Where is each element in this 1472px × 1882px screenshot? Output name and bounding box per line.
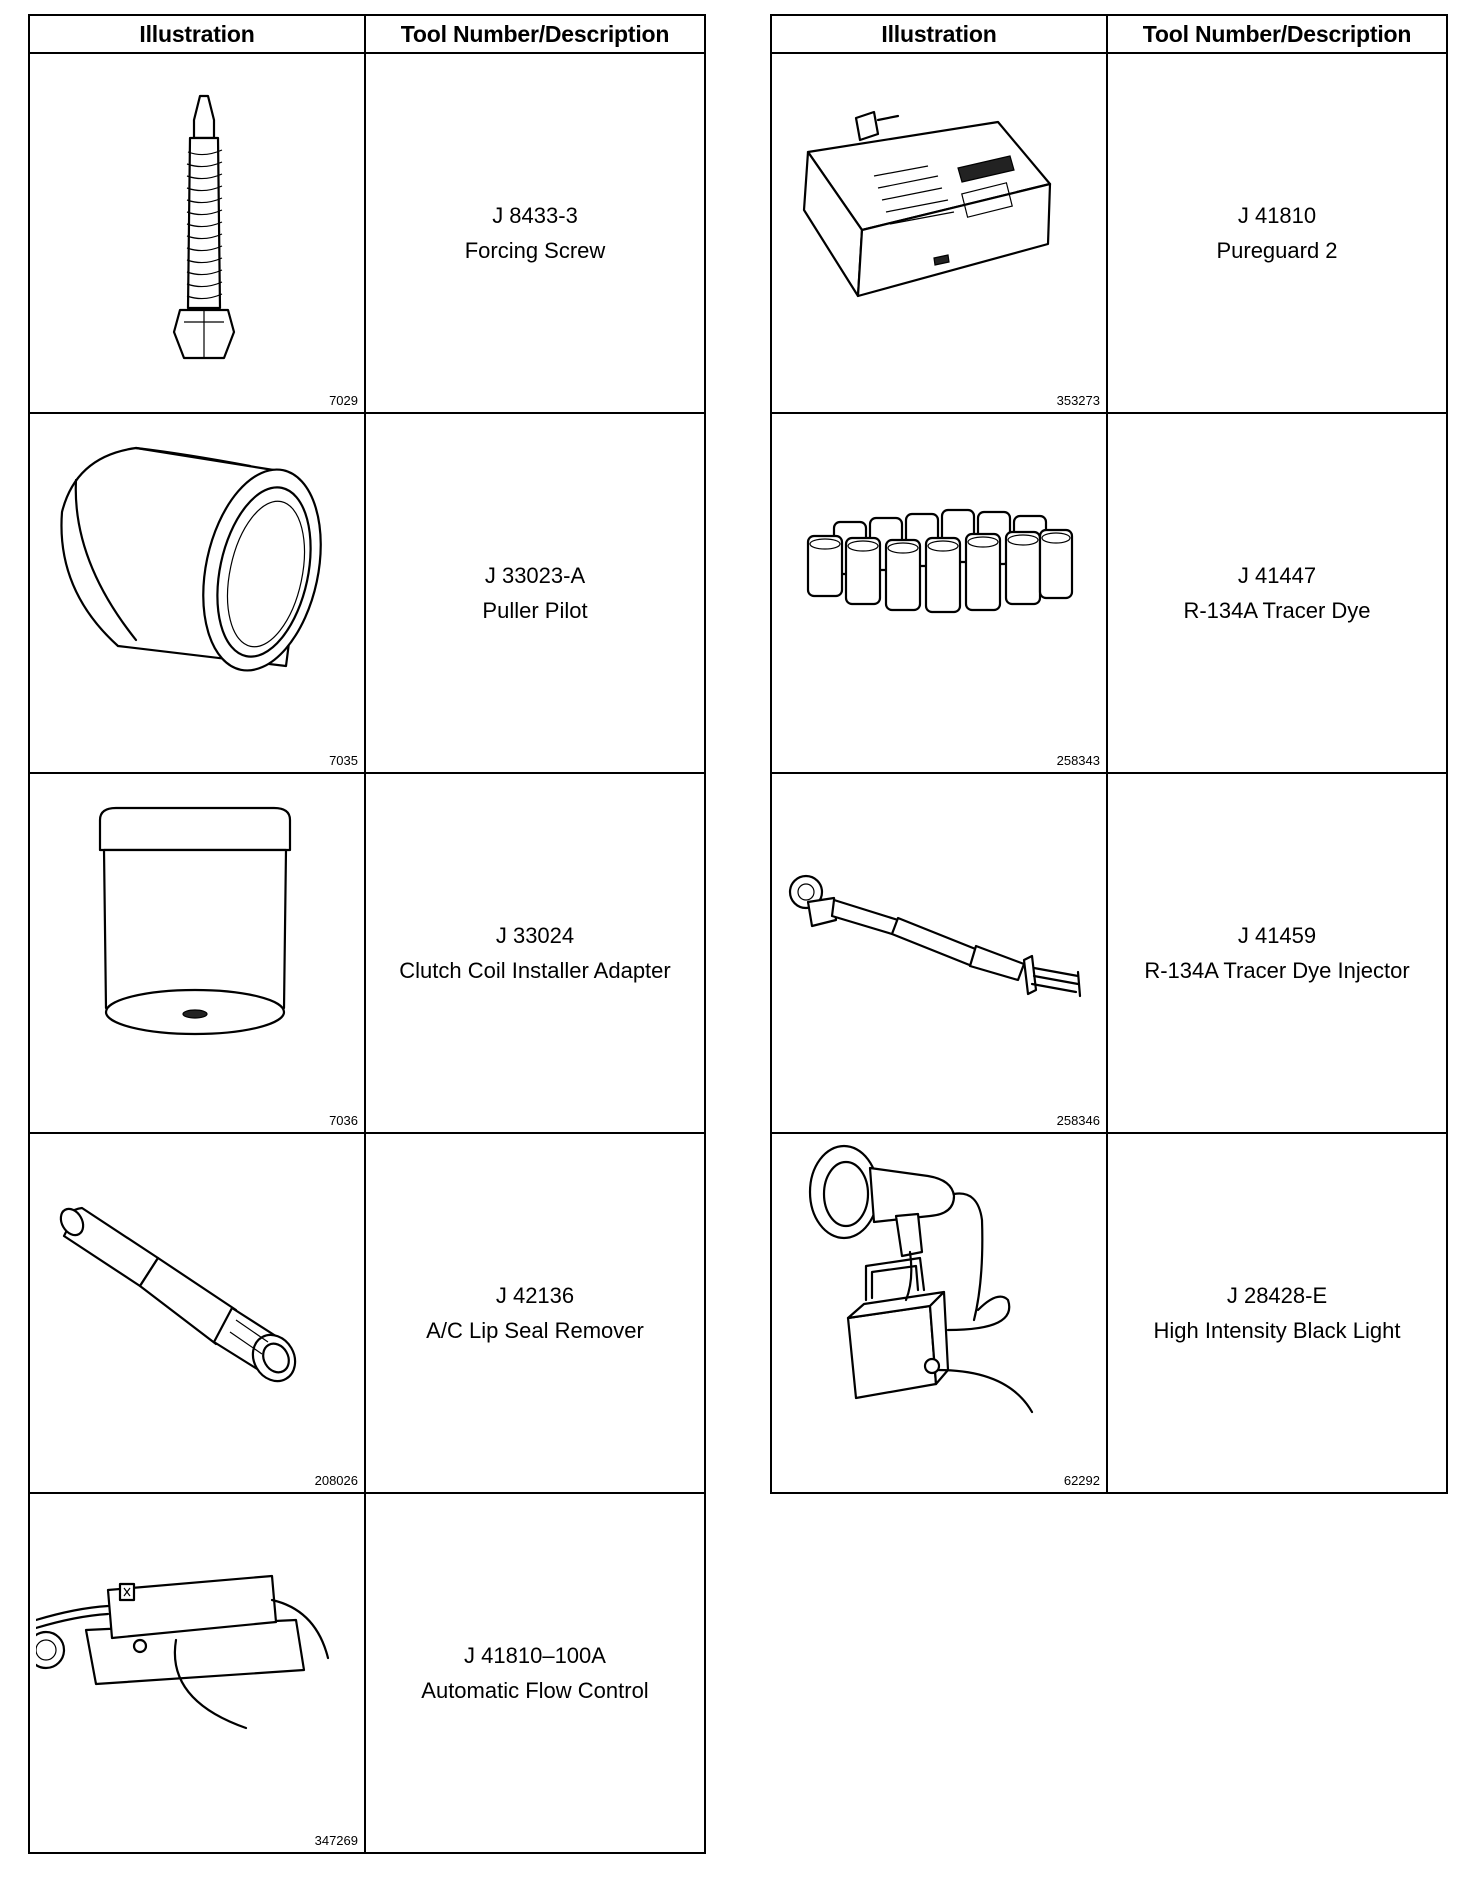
tool-description-cell <box>365 773 705 1133</box>
tool-name: R-134A Tracer Dye Injector <box>1144 958 1410 983</box>
tool-name: Clutch Coil Installer Adapter <box>399 958 671 983</box>
tool-name: Puller Pilot <box>482 598 588 623</box>
table-row <box>771 1133 1447 1493</box>
right-tool-table <box>770 14 1448 1494</box>
tool-name: Automatic Flow Control <box>421 1678 649 1703</box>
dye-bottles-icon <box>778 420 1100 720</box>
flow-control-icon <box>36 1500 358 1800</box>
header-row <box>771 15 1447 53</box>
tool-number: J 33024 <box>495 923 575 948</box>
illustration-cell <box>771 53 1107 413</box>
tool-number: J 41447 <box>1237 563 1317 588</box>
figure-number: 258346 <box>1056 1113 1100 1128</box>
tool-description-cell <box>1107 53 1447 413</box>
tool-number: J 41810 <box>1237 203 1317 228</box>
tool-number: J 42136 <box>495 1283 575 1308</box>
figure-number: 347269 <box>314 1833 358 1848</box>
tool-number: J 33023-A <box>484 563 586 588</box>
tool-name: Pureguard 2 <box>1216 238 1338 263</box>
table-row <box>29 1493 705 1853</box>
figure-number: 258343 <box>1056 753 1100 768</box>
table-row <box>29 1133 705 1493</box>
illustration-cell <box>29 53 365 413</box>
figure-number: 7036 <box>329 1113 358 1128</box>
tool-number: J 41810–100A <box>464 1643 606 1668</box>
tool-description-header: Tool Number/Description <box>1107 15 1447 53</box>
tool-name: A/C Lip Seal Remover <box>426 1318 644 1343</box>
forcing-screw-icon <box>36 60 358 360</box>
dye-injector-icon <box>778 780 1100 1080</box>
figure-number: 208026 <box>314 1473 358 1488</box>
tool-name: R-134A Tracer Dye <box>1183 598 1371 623</box>
figure-number: 7035 <box>329 753 358 768</box>
tool-description-cell <box>1107 1133 1447 1493</box>
illustration-cell <box>29 413 365 773</box>
tool-number: J 8433-3 <box>492 203 578 228</box>
left-tool-table <box>28 14 706 1854</box>
illustration-header: Illustration <box>29 15 365 53</box>
tool-description-cell <box>365 1133 705 1493</box>
figure-number: 353273 <box>1056 393 1100 408</box>
table-row <box>29 53 705 413</box>
table-row <box>29 413 705 773</box>
tool-name: Forcing Screw <box>464 238 606 263</box>
illustration-cell <box>771 413 1107 773</box>
tool-number: J 28428-E <box>1226 1283 1328 1308</box>
table-row <box>771 413 1447 773</box>
tool-description-cell <box>365 1493 705 1853</box>
table-row <box>771 773 1447 1133</box>
puller-pilot-icon <box>36 420 358 720</box>
pureguard-unit-icon <box>778 60 1100 360</box>
header-row <box>29 15 705 53</box>
illustration-header: Illustration <box>771 15 1107 53</box>
illustration-cell <box>29 773 365 1133</box>
seal-remover-icon <box>36 1140 358 1440</box>
tool-number: J 41459 <box>1237 923 1317 948</box>
tool-description-cell <box>1107 773 1447 1133</box>
tool-description-cell <box>365 53 705 413</box>
table-row <box>771 53 1447 413</box>
tool-name: High Intensity Black Light <box>1153 1318 1401 1343</box>
tool-description-cell <box>1107 413 1447 773</box>
illustration-cell <box>29 1133 365 1493</box>
figure-number: 7029 <box>329 393 358 408</box>
illustration-cell <box>771 1133 1107 1493</box>
tool-description-cell <box>365 413 705 773</box>
table-row <box>29 773 705 1133</box>
installer-adapter-icon <box>36 780 358 1080</box>
tool-description-header: Tool Number/Description <box>365 15 705 53</box>
illustration-cell <box>29 1493 365 1853</box>
black-light-icon <box>778 1140 1100 1440</box>
illustration-cell <box>771 773 1107 1133</box>
figure-number: 62292 <box>1063 1473 1100 1488</box>
